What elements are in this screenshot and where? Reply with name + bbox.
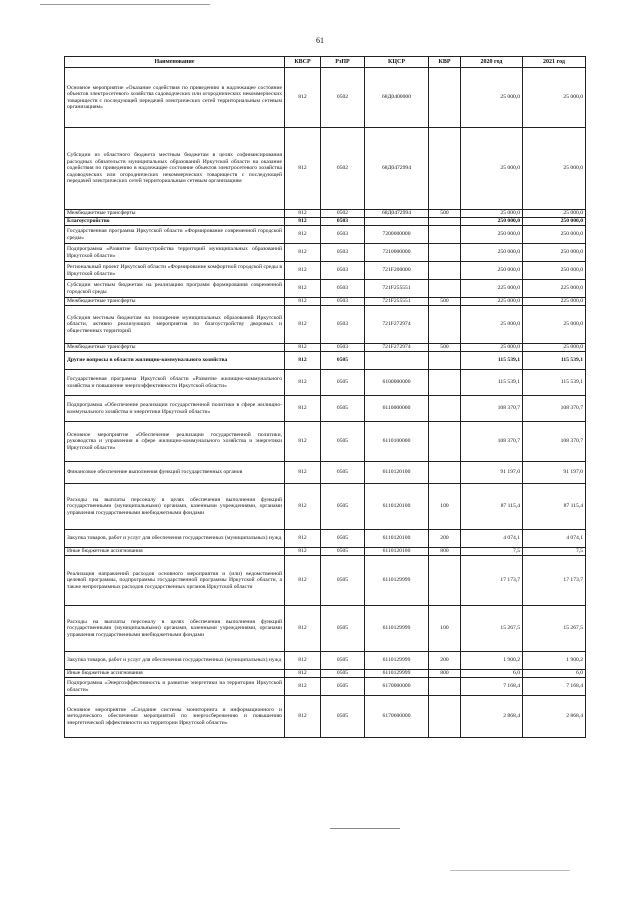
row-2020-cell: 25 000,0: [461, 344, 523, 352]
row-kcsr-cell: 721F272974: [365, 306, 429, 344]
row-name-cell: Финансовое обеспечение выполнения функций государственных органов: [65, 462, 285, 484]
row-kvsr-cell: 812: [285, 548, 321, 556]
row-kcsr-cell: [365, 218, 429, 226]
row-2021-cell: 25 000,0: [523, 306, 586, 344]
top-rule: [40, 4, 210, 5]
row-rzpr-cell: 0502: [321, 210, 365, 218]
row-2020-cell: 6,0: [461, 670, 523, 678]
row-2020-cell: 108 370,7: [461, 422, 523, 462]
table-row: [65, 696, 586, 738]
row-kvsr-cell: 812: [285, 344, 321, 352]
row-rzpr-cell: 0502: [321, 128, 365, 210]
row-kvsr-cell: 812: [285, 280, 321, 298]
row-kcsr-cell: 6170600000: [365, 696, 429, 738]
table-row: [65, 548, 586, 556]
row-rzpr-cell: 0505: [321, 352, 365, 370]
row-kvr-cell: [429, 218, 461, 226]
row-2020-cell: 25 000,0: [461, 128, 523, 210]
row-kcsr-cell: 6110129999: [365, 670, 429, 678]
row-kcsr-cell: 6110100000: [365, 422, 429, 462]
row-rzpr-cell: 0505: [321, 670, 365, 678]
row-kcsr-cell: 6110129999: [365, 606, 429, 652]
row-rzpr-cell: 0503: [321, 280, 365, 298]
row-kvr-cell: [429, 696, 461, 738]
footer-mark-line: [330, 828, 400, 829]
row-2020-cell: 25 000,0: [461, 68, 523, 128]
budget-table: [64, 56, 586, 738]
row-2021-cell: 115 539,1: [523, 370, 586, 396]
col-header-2020: 2020 год: [461, 57, 523, 68]
row-kvsr-cell: 812: [285, 218, 321, 226]
row-kvr-cell: 500: [429, 298, 461, 306]
row-2021-cell: 250 000,0: [523, 218, 586, 226]
row-kvr-cell: 100: [429, 606, 461, 652]
row-2021-cell: 2 868,4: [523, 696, 586, 738]
row-kvr-cell: [429, 370, 461, 396]
row-kvsr-cell: 812: [285, 556, 321, 606]
row-kvsr-cell: 812: [285, 306, 321, 344]
table-row: [65, 218, 586, 226]
table-row: [65, 670, 586, 678]
row-kvsr-cell: 812: [285, 462, 321, 484]
row-rzpr-cell: 0505: [321, 530, 365, 548]
row-kvr-cell: 500: [429, 210, 461, 218]
row-kvr-cell: 500: [429, 344, 461, 352]
row-kvsr-cell: 812: [285, 606, 321, 652]
row-name-cell: Подпрограмма «Обеспечение реализации государственной политики в сфере жилищно-коммунального хозяйства и энергетики Иркутской области»: [65, 396, 285, 422]
row-2021-cell: 87 115,4: [523, 484, 586, 530]
row-2021-cell: 25 000,0: [523, 210, 586, 218]
row-2020-cell: 225 000,0: [461, 298, 523, 306]
col-header-kcsr: КЦСР: [365, 57, 429, 68]
col-header-2021: 2021 год: [523, 57, 586, 68]
row-kcsr-cell: 6170000000: [365, 678, 429, 696]
row-2021-cell: 6,0: [523, 670, 586, 678]
row-2021-cell: 91 197,0: [523, 462, 586, 484]
table-row: [65, 352, 586, 370]
row-name-cell: Субсидии из областного бюджета местным бюджетам в целях софинансирования расходных обязательств муниципальных образований Иркутской области на оказание содействия по приведению в надлежащее состояние объектов электросетевого хозяйства садоводческих или огороднических некоммерческих товариществ с последующей передачей электрических сетей территориальным сетевым организациям: [65, 128, 285, 210]
row-kvsr-cell: 812: [285, 244, 321, 262]
row-kvr-cell: [429, 396, 461, 422]
table-row: [65, 298, 586, 306]
row-rzpr-cell: 0503: [321, 226, 365, 244]
table-row: [65, 344, 586, 352]
row-kvsr-cell: 812: [285, 68, 321, 128]
row-name-cell: Государственная программа Иркутской области «Развитие жилищно-коммунального хозяйства и повышение энергоэффективности Иркутской области»: [65, 370, 285, 396]
row-kvsr-cell: 812: [285, 128, 321, 210]
row-kvsr-cell: 812: [285, 530, 321, 548]
row-kvr-cell: [429, 678, 461, 696]
table-row: [65, 462, 586, 484]
row-rzpr-cell: 0503: [321, 306, 365, 344]
row-2021-cell: 15 267,5: [523, 606, 586, 652]
row-name-cell: Иные бюджетные ассигнования: [65, 548, 285, 556]
row-kvsr-cell: 812: [285, 422, 321, 462]
table-row: [65, 68, 586, 128]
row-2020-cell: 250 000,0: [461, 262, 523, 280]
row-name-cell: Подпрограмма «Развитие благоустройства территорий муниципальных образований Иркутской области»: [65, 244, 285, 262]
row-kvr-cell: 200: [429, 652, 461, 670]
row-name-cell: Субсидии местным бюджетам на реализацию программ формирования современной городской среды: [65, 280, 285, 298]
row-2021-cell: 25 000,0: [523, 68, 586, 128]
table-row: [65, 226, 586, 244]
row-2020-cell: 108 370,7: [461, 396, 523, 422]
row-kvsr-cell: 812: [285, 262, 321, 280]
row-kcsr-cell: 68Д0400000: [365, 68, 429, 128]
row-kcsr-cell: 7200000000: [365, 226, 429, 244]
row-2021-cell: 17 173,7: [523, 556, 586, 606]
row-kcsr-cell: [365, 352, 429, 370]
row-kvr-cell: 800: [429, 670, 461, 678]
row-2020-cell: 25 000,0: [461, 210, 523, 218]
table-row: [65, 370, 586, 396]
row-2020-cell: 15 267,5: [461, 606, 523, 652]
row-kvr-cell: [429, 68, 461, 128]
table-row: [65, 422, 586, 462]
row-2020-cell: 17 173,7: [461, 556, 523, 606]
table-row: [65, 652, 586, 670]
row-kcsr-cell: 68Д0472994: [365, 128, 429, 210]
row-2020-cell: 250 000,0: [461, 244, 523, 262]
table-header-row: [65, 57, 586, 68]
row-kvr-cell: [429, 226, 461, 244]
table-row: [65, 306, 586, 344]
row-2020-cell: 2 868,4: [461, 696, 523, 738]
row-rzpr-cell: 0503: [321, 244, 365, 262]
row-kcsr-cell: 721F255551: [365, 298, 429, 306]
row-name-cell: Государственная программа Иркутской области «Формирование современной городской среды»: [65, 226, 285, 244]
table-row: [65, 606, 586, 652]
row-rzpr-cell: 0505: [321, 422, 365, 462]
table-row: [65, 262, 586, 280]
row-name-cell: Другие вопросы в области жилищно-коммунального хозяйства: [65, 352, 285, 370]
row-rzpr-cell: 0503: [321, 262, 365, 280]
row-kcsr-cell: 6110129999: [365, 652, 429, 670]
row-2021-cell: 108 370,7: [523, 422, 586, 462]
row-kvr-cell: [429, 244, 461, 262]
row-2020-cell: 4 074,1: [461, 530, 523, 548]
row-rzpr-cell: 0505: [321, 484, 365, 530]
row-name-cell: Расходы на выплаты персоналу в целях обеспечения выполнения функций государственными (муниципальными) органами, казенными учреждениями, органами управления государственными внебюджетными фондами: [65, 484, 285, 530]
table-row: [65, 396, 586, 422]
row-name-cell: Основное мероприятие «Создание системы мониторинга и информационного и методического обеспечения мероприятий по энергосбережению и повышению энергетической эффективности на территории Иркутской области»: [65, 696, 285, 738]
row-kcsr-cell: 6110120100: [365, 462, 429, 484]
page-number: 61: [316, 36, 324, 45]
row-name-cell: Закупка товаров, работ и услуг для обеспечения государственных (муниципальных) нужд: [65, 652, 285, 670]
row-rzpr-cell: 0503: [321, 344, 365, 352]
row-name-cell: Межбюджетные трансферты: [65, 210, 285, 218]
row-kcsr-cell: 6110000000: [365, 396, 429, 422]
row-name-cell: Расходы на выплаты персоналу в целях обеспечения выполнения функций государственными (муниципальными) органами, казенными учреждениями, органами управления государственными внебюджетными фондами: [65, 606, 285, 652]
row-rzpr-cell: 0505: [321, 462, 365, 484]
row-2021-cell: 4 074,1: [523, 530, 586, 548]
row-name-cell: Подпрограмма «Энергоэффективность и развитие энергетики на территории Иркутской области»: [65, 678, 285, 696]
row-kcsr-cell: 6110120100: [365, 484, 429, 530]
row-2020-cell: 250 000,0: [461, 226, 523, 244]
row-rzpr-cell: 0505: [321, 556, 365, 606]
row-kcsr-cell: 6100000000: [365, 370, 429, 396]
row-rzpr-cell: 0505: [321, 548, 365, 556]
row-kvsr-cell: 812: [285, 396, 321, 422]
col-header-kvsr: КВСР: [285, 57, 321, 68]
row-name-cell: Закупка товаров, работ и услуг для обеспечения государственных (муниципальных) нужд: [65, 530, 285, 548]
row-kvr-cell: [429, 262, 461, 280]
row-2021-cell: 225 000,0: [523, 280, 586, 298]
row-name-cell: Межбюджетные трансферты: [65, 298, 285, 306]
row-2020-cell: 1 900,2: [461, 652, 523, 670]
row-2020-cell: 250 000,0: [461, 218, 523, 226]
table-row: [65, 128, 586, 210]
row-kvsr-cell: 812: [285, 670, 321, 678]
table-body: [65, 68, 586, 738]
row-kvr-cell: 100: [429, 484, 461, 530]
row-2021-cell: 7,5: [523, 548, 586, 556]
row-kcsr-cell: 68Д0472994: [365, 210, 429, 218]
row-rzpr-cell: 0505: [321, 678, 365, 696]
row-kcsr-cell: 6110129999: [365, 556, 429, 606]
row-2020-cell: 115 539,1: [461, 370, 523, 396]
row-kcsr-cell: 6110120100: [365, 548, 429, 556]
row-name-cell: Основное мероприятие «Обеспечение реализации государственной политики, руководства и управления в сфере жилищно-коммунального хозяйства и энергетики Иркутской области»: [65, 422, 285, 462]
row-2021-cell: 250 000,0: [523, 244, 586, 262]
row-kcsr-cell: 721F200000: [365, 262, 429, 280]
table-row: [65, 484, 586, 530]
row-rzpr-cell: 0502: [321, 68, 365, 128]
row-2021-cell: 25 000,0: [523, 344, 586, 352]
row-name-cell: Субсидия местным бюджетам на поощрение муниципальных образований Иркутской области, активно реализующих мероприятия по благоустройству дворовых и общественных территорий: [65, 306, 285, 344]
row-name-cell: Основное мероприятие «Оказание содействия по приведению в надлежащее состояние объектов электросетевого хозяйства садоводческих или огороднических некоммерческих товариществ с последующей передачей электрических сетей территориальным сетевым организациям»: [65, 68, 285, 128]
row-2020-cell: 87 115,4: [461, 484, 523, 530]
row-2021-cell: 115 539,1: [523, 352, 586, 370]
row-kvr-cell: [429, 128, 461, 210]
row-name-cell: Реализация направлений расходов основного мероприятия и (или) ведомственной целевой программы, подпрограммы государственной программы Иркутской области, а также непрограммных расходов государственных органов Иркутской области: [65, 556, 285, 606]
row-kvsr-cell: 812: [285, 370, 321, 396]
row-kvsr-cell: 812: [285, 210, 321, 218]
table-row: [65, 678, 586, 696]
row-2020-cell: 115 539,1: [461, 352, 523, 370]
row-2021-cell: 1 900,2: [523, 652, 586, 670]
row-rzpr-cell: 0505: [321, 606, 365, 652]
table-row: [65, 210, 586, 218]
row-kvr-cell: 800: [429, 548, 461, 556]
table-row: [65, 280, 586, 298]
row-kvr-cell: [429, 306, 461, 344]
row-kvr-cell: [429, 280, 461, 298]
row-2020-cell: 225 000,0: [461, 280, 523, 298]
row-2021-cell: 7 168,4: [523, 678, 586, 696]
row-name-cell: Благоустройство: [65, 218, 285, 226]
row-kvsr-cell: 812: [285, 484, 321, 530]
table-row: [65, 244, 586, 262]
row-kvr-cell: [429, 352, 461, 370]
row-rzpr-cell: 0503: [321, 218, 365, 226]
row-kvr-cell: [429, 556, 461, 606]
row-rzpr-cell: 0505: [321, 370, 365, 396]
row-kvsr-cell: 812: [285, 352, 321, 370]
row-2021-cell: 250 000,0: [523, 226, 586, 244]
row-kvsr-cell: 812: [285, 298, 321, 306]
row-kvr-cell: [429, 462, 461, 484]
row-name-cell: Иные бюджетные ассигнования: [65, 670, 285, 678]
row-kvsr-cell: 812: [285, 678, 321, 696]
row-rzpr-cell: 0505: [321, 652, 365, 670]
row-2021-cell: 225 000,0: [523, 298, 586, 306]
table-row: [65, 556, 586, 606]
row-2021-cell: 108 370,7: [523, 396, 586, 422]
row-kcsr-cell: 721F272974: [365, 344, 429, 352]
row-kcsr-cell: 6110120100: [365, 530, 429, 548]
row-2020-cell: 25 000,0: [461, 306, 523, 344]
row-kvsr-cell: 812: [285, 652, 321, 670]
footer-mark-line: [450, 870, 570, 871]
row-rzpr-cell: 0505: [321, 396, 365, 422]
row-kcsr-cell: 721F255551: [365, 280, 429, 298]
row-rzpr-cell: 0505: [321, 696, 365, 738]
row-2021-cell: 25 000,0: [523, 128, 586, 210]
row-rzpr-cell: 0503: [321, 298, 365, 306]
row-kvr-cell: [429, 422, 461, 462]
budget-table-sheet: [64, 56, 585, 738]
row-kvsr-cell: 812: [285, 696, 321, 738]
table-row: [65, 530, 586, 548]
row-kvr-cell: 200: [429, 530, 461, 548]
col-header-kvr: КВР: [429, 57, 461, 68]
row-2020-cell: 91 197,0: [461, 462, 523, 484]
row-name-cell: Региональный проект Иркутской области «Формирование комфортной городской среды в Иркутской области»: [65, 262, 285, 280]
col-header-rzpr: РзПР: [321, 57, 365, 68]
row-2020-cell: 7,5: [461, 548, 523, 556]
row-2020-cell: 7 168,4: [461, 678, 523, 696]
row-kcsr-cell: 7210000000: [365, 244, 429, 262]
row-kvsr-cell: 812: [285, 226, 321, 244]
row-name-cell: Межбюджетные трансферты: [65, 344, 285, 352]
row-2021-cell: 250 000,0: [523, 262, 586, 280]
col-header-name: Наименование: [65, 57, 285, 68]
